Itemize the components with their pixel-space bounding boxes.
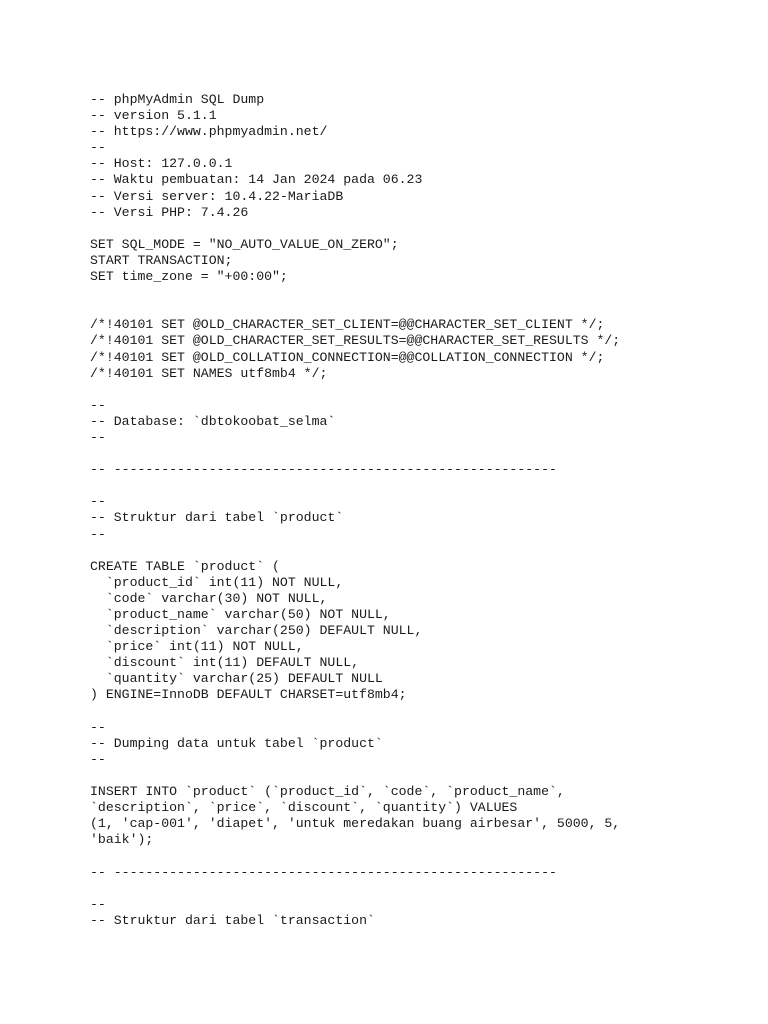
document-line: SET SQL_MODE = "NO_AUTO_VALUE_ON_ZERO"; <box>90 236 399 252</box>
document-line: -- version 5.1.1 <box>90 108 217 124</box>
document-line <box>90 382 750 398</box>
document-line: -- <box>90 751 106 767</box>
document-line: -- -------------------------------------------------------- <box>90 462 557 478</box>
document-line: -- <box>90 719 106 735</box>
document-line: 'baik'); <box>90 832 154 848</box>
document-line: -- https://www.phpmyadmin.net/ <box>90 124 328 140</box>
document-line: /*!40101 SET @OLD_COLLATION_CONNECTION=@@COLLATION_CONNECTION */; <box>90 349 605 365</box>
document-line: -- <box>90 896 106 912</box>
document-line: -- Database: `dbtokoobat_selma` <box>90 413 336 429</box>
document-line: `product_id` int(11) NOT NULL, <box>90 574 344 590</box>
document-line: START TRANSACTION; <box>90 252 233 268</box>
document-line: -- Versi server: 10.4.22-MariaDB <box>90 188 344 204</box>
document-line: /*!40101 SET @OLD_CHARACTER_SET_RESULTS=@@CHARACTER_SET_RESULTS */; <box>90 333 621 349</box>
document-line: -- Dumping data untuk tabel `product` <box>90 735 383 751</box>
document-line <box>90 768 750 784</box>
document-line: `description`, `price`, `discount`, `quantity`) VALUES <box>90 800 518 816</box>
document-line: /*!40101 SET NAMES utf8mb4 */; <box>90 365 328 381</box>
document-line: -- <box>90 526 106 542</box>
document-line: SET time_zone = "+00:00"; <box>90 269 288 285</box>
document-line <box>90 478 750 494</box>
document-line: -- Host: 127.0.0.1 <box>90 156 233 172</box>
document-line: -- Versi PHP: 7.4.26 <box>90 204 249 220</box>
document-line: -- Struktur dari tabel `transaction` <box>90 912 375 928</box>
document-line: -- phpMyAdmin SQL Dump <box>90 92 265 107</box>
document-line <box>90 446 750 462</box>
document-line: -- <box>90 494 106 510</box>
document-line: -- <box>90 397 106 413</box>
document-line: CREATE TABLE `product` ( <box>90 558 280 574</box>
document-line: /*!40101 SET @OLD_CHARACTER_SET_CLIENT=@@CHARACTER_SET_CLIENT */; <box>90 317 605 333</box>
document-line: `price` int(11) NOT NULL, <box>90 639 304 655</box>
document-line: (1, 'cap-001', 'diapet', 'untuk meredakan buang airbesar', 5000, 5, <box>90 816 621 832</box>
document-line <box>90 221 750 237</box>
document-line <box>90 543 750 559</box>
document-line: -- <box>90 429 106 445</box>
sql-dump-text <box>90 92 750 929</box>
document-line: `quantity` varchar(25) DEFAULT NULL <box>90 671 383 687</box>
document-line: -- <box>90 140 106 156</box>
document-line: `code` varchar(30) NOT NULL, <box>90 590 328 606</box>
document-line <box>90 881 750 897</box>
document-line: -- Struktur dari tabel `product` <box>90 510 344 526</box>
document-line: `description` varchar(250) DEFAULT NULL, <box>90 623 423 639</box>
document-line: -- Waktu pembuatan: 14 Jan 2024 pada 06.23 <box>90 172 423 188</box>
document-line: INSERT INTO `product` (`product_id`, `code`, `product_name`, <box>90 784 565 800</box>
document-line <box>90 848 750 864</box>
document-line: `product_name` varchar(50) NOT NULL, <box>90 607 391 622</box>
document-line <box>90 285 750 301</box>
document-line <box>90 704 750 720</box>
document-line: `discount` int(11) DEFAULT NULL, <box>90 655 360 671</box>
document-line: ) ENGINE=InnoDB DEFAULT CHARSET=utf8mb4; <box>90 687 407 703</box>
document-line: -- -------------------------------------------------------- <box>90 864 557 880</box>
document-line <box>90 301 750 317</box>
